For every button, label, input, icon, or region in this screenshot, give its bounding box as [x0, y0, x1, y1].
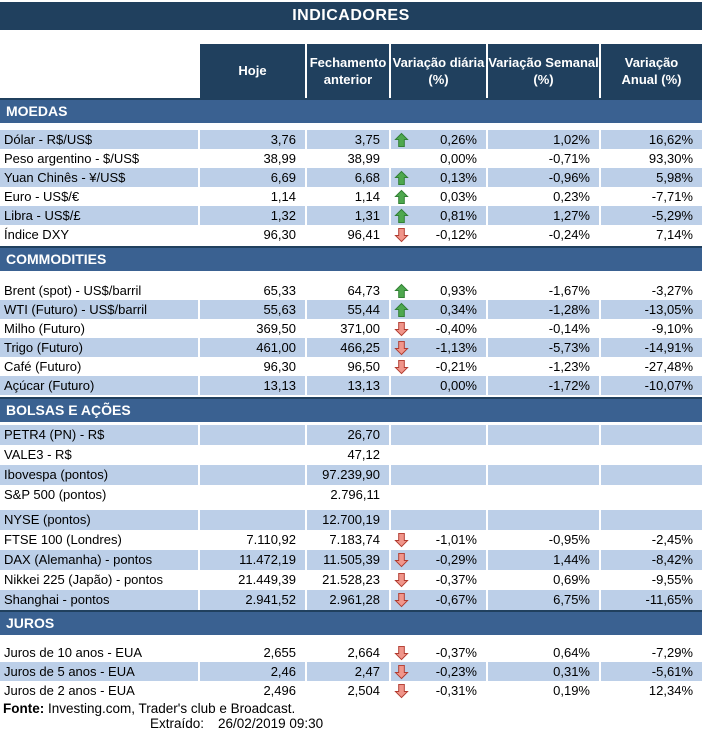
section-header: MOEDAS — [0, 98, 702, 123]
cell-variacao-anual: 16,62% — [601, 130, 702, 149]
cell-hoje: 65,33 — [263, 283, 296, 298]
cell-variacao-semanal: -0,14% — [548, 321, 590, 336]
cell-hoje: 6,69 — [200, 168, 307, 187]
cell-fechamento-anterior: 26,70 — [307, 425, 391, 445]
cell-variacao-diaria: -0,23% — [391, 662, 488, 681]
indicators-sheet — [0, 2, 702, 732]
cell-fechamento-anterior: 6,68 — [307, 168, 391, 187]
section-moedas — [0, 98, 702, 244]
cell-variacao-diaria: 0,93% — [391, 281, 488, 300]
cell-hoje: 13,13 — [200, 376, 307, 395]
cell-fechamento-anterior: 2.961,28 — [307, 590, 391, 610]
cell-label: WTI (Futuro) - US$/barril — [0, 300, 200, 319]
table-row — [0, 338, 702, 357]
column-header-label: anterior — [323, 72, 373, 87]
column-header-variacao-anual — [601, 44, 702, 98]
cell-variacao-semanal: -1,28% — [488, 300, 601, 319]
cell-label: Café (Futuro) — [4, 359, 82, 374]
column-header-label: Hoje — [238, 63, 267, 79]
cell-hoje: 96,30 — [263, 359, 296, 374]
cell-label: Índice DXY — [4, 227, 70, 242]
section-commodities — [0, 246, 702, 395]
cell-label: Milho (Futuro) — [4, 321, 85, 336]
up-arrow-icon — [394, 283, 409, 298]
column-header-variacao-diaria — [391, 44, 488, 98]
cell-label: Nikkei 225 (Japão) - pontos — [4, 572, 163, 587]
cell-fechamento-anterior: 96,41 — [347, 227, 380, 242]
cell-variacao-diaria: -0,31% — [391, 681, 488, 700]
cell-label: Shanghai - pontos — [0, 590, 200, 610]
header-spacer — [0, 44, 200, 98]
cell-label: Yuan Chinês - ¥/US$ — [0, 168, 200, 187]
cell-variacao-diaria: -0,12% — [391, 225, 488, 244]
cell-label: DAX (Alemanha) - pontos — [0, 550, 200, 570]
cell-variacao-anual: -14,91% — [601, 338, 702, 357]
up-arrow-icon — [394, 302, 409, 317]
column-header-label: Fechamento — [309, 54, 387, 70]
cell-label: Juros de 2 anos - EUA — [4, 683, 135, 698]
table-row — [0, 130, 702, 149]
cell-hoje: 38,99 — [263, 151, 296, 166]
cell-variacao-anual: -2,45% — [651, 532, 693, 547]
cell-variacao-anual: -11,65% — [601, 590, 702, 610]
table-row — [0, 465, 702, 485]
cell-variacao-anual: -9,55% — [651, 572, 693, 587]
down-arrow-icon — [394, 664, 409, 679]
up-arrow-icon — [394, 170, 409, 185]
cell-label: FTSE 100 (Londres) — [4, 532, 122, 547]
table-row — [0, 225, 702, 244]
section-rows — [0, 130, 702, 244]
cell-hoje — [200, 465, 307, 485]
cell-variacao-diaria: -0,29% — [391, 550, 488, 570]
table-row — [0, 376, 702, 395]
cell-fechamento-anterior: 2,504 — [347, 683, 380, 698]
cell-hoje: 21.449,39 — [238, 572, 296, 587]
column-header-hoje — [200, 44, 307, 98]
cell-variacao-semanal: -1,67% — [548, 283, 590, 298]
table-row — [0, 187, 702, 206]
down-arrow-icon — [394, 340, 409, 355]
cell-fechamento-anterior: 2.796,11 — [330, 487, 380, 502]
table-row — [0, 445, 702, 465]
cell-hoje: 369,50 — [256, 321, 296, 336]
table-row — [0, 300, 702, 319]
cell-variacao-anual: -13,05% — [601, 300, 702, 319]
cell-variacao-semanal — [488, 510, 601, 530]
cell-label: PETR4 (PN) - R$ — [0, 425, 200, 445]
cell-variacao-anual: -5,29% — [601, 206, 702, 225]
cell-variacao-semanal — [488, 445, 601, 465]
cell-variacao-semanal: -1,72% — [488, 376, 601, 395]
up-arrow-icon — [394, 208, 409, 223]
cell-variacao-anual — [601, 445, 702, 465]
cell-variacao-diaria: -0,21% — [391, 357, 488, 376]
down-arrow-icon — [394, 553, 409, 568]
table-row — [0, 570, 702, 590]
cell-hoje — [200, 485, 307, 505]
cell-variacao-semanal: -0,71% — [548, 151, 590, 166]
cell-label: Juros de 5 anos - EUA — [0, 662, 200, 681]
cell-fechamento-anterior: 3,75 — [307, 130, 391, 149]
table-row — [0, 510, 702, 530]
cell-hoje — [200, 445, 307, 465]
down-arrow-icon — [394, 683, 409, 698]
cell-variacao-diaria: 0,00% — [440, 151, 477, 166]
table-row — [0, 357, 702, 376]
cell-variacao-semanal: 0,64% — [553, 645, 590, 660]
cell-hoje: 96,30 — [263, 227, 296, 242]
cell-fechamento-anterior: 11.505,39 — [307, 550, 391, 570]
cell-fechamento-anterior: 38,99 — [347, 151, 380, 166]
cell-fechamento-anterior: 371,00 — [340, 321, 380, 336]
cell-fechamento-anterior: 97.239,90 — [307, 465, 391, 485]
section-bolsas-e-a-es — [0, 397, 702, 610]
cell-variacao-diaria — [391, 510, 488, 530]
cell-variacao-semanal — [488, 465, 601, 485]
column-header-row — [0, 44, 702, 98]
cell-label: Dólar - R$/US$ — [0, 130, 200, 149]
table-row — [0, 550, 702, 570]
cell-variacao-anual — [601, 465, 702, 485]
cell-variacao-anual: -27,48% — [644, 359, 693, 374]
cell-variacao-anual: -8,42% — [601, 550, 702, 570]
table-body — [0, 98, 702, 700]
cell-variacao-semanal: -5,73% — [488, 338, 601, 357]
cell-variacao-semanal: 0,69% — [553, 572, 590, 587]
column-header-fechamento-anterior — [307, 44, 391, 98]
section-rows — [0, 643, 702, 700]
footer — [0, 701, 702, 732]
cell-fechamento-anterior: 55,44 — [307, 300, 391, 319]
cell-variacao-semanal: 1,44% — [488, 550, 601, 570]
cell-fechamento-anterior: 12.700,19 — [307, 510, 391, 530]
section-header: JUROS — [0, 610, 702, 635]
cell-variacao-anual: 7,14% — [656, 227, 693, 242]
cell-variacao-anual: -5,61% — [601, 662, 702, 681]
cell-variacao-semanal — [488, 485, 601, 505]
cell-variacao-anual — [601, 485, 702, 505]
cell-fechamento-anterior: 21.528,23 — [322, 572, 380, 587]
cell-label: Juros de 10 anos - EUA — [4, 645, 143, 660]
down-arrow-icon — [394, 645, 409, 660]
down-arrow-icon — [394, 573, 409, 588]
cell-variacao-diaria — [391, 485, 488, 505]
section-rows — [0, 281, 702, 395]
cell-variacao-anual: -10,07% — [601, 376, 702, 395]
cell-label: Peso argentino - $/US$ — [4, 151, 140, 166]
cell-fechamento-anterior: 64,73 — [347, 283, 380, 298]
cell-hoje: 2,655 — [263, 645, 296, 660]
cell-hoje — [200, 425, 307, 445]
column-header-label: Variação Semanal — [488, 54, 599, 70]
cell-hoje: 7.110,92 — [246, 532, 296, 547]
extracted-timestamp: 26/02/2019 09:30 — [218, 716, 324, 731]
cell-variacao-anual: -7,29% — [651, 645, 693, 660]
cell-variacao-anual: -9,10% — [651, 321, 693, 336]
column-header-label: (%) — [428, 72, 449, 87]
table-row — [0, 168, 702, 187]
cell-fechamento-anterior: 7.183,74 — [329, 532, 380, 547]
extracted-label: Extraído: — [150, 716, 205, 731]
cell-hoje: 461,00 — [200, 338, 307, 357]
cell-fechamento-anterior: 47,12 — [347, 447, 380, 462]
cell-variacao-diaria — [391, 445, 488, 465]
cell-variacao-semanal: 1,27% — [488, 206, 601, 225]
table-row — [0, 643, 702, 662]
cell-variacao-semanal: 0,31% — [488, 662, 601, 681]
table-row — [0, 530, 702, 550]
cell-variacao-semanal: 0,19% — [553, 683, 590, 698]
section-rows — [0, 425, 702, 610]
table-row — [0, 425, 702, 445]
table-row — [0, 681, 702, 700]
cell-fechamento-anterior: 1,31 — [307, 206, 391, 225]
table-row — [0, 662, 702, 681]
cell-hoje — [200, 510, 307, 530]
cell-label: Açúcar (Futuro) — [0, 376, 200, 395]
cell-hoje: 2,46 — [200, 662, 307, 681]
cell-hoje: 55,63 — [200, 300, 307, 319]
up-arrow-icon — [394, 189, 409, 204]
column-header-label: (%) — [533, 72, 554, 87]
source-line — [0, 701, 702, 716]
cell-fechamento-anterior: 1,14 — [354, 189, 380, 204]
cell-hoje: 2,496 — [263, 683, 296, 698]
cell-fechamento-anterior: 2,47 — [307, 662, 391, 681]
column-header-label: Anual (%) — [621, 72, 682, 87]
cell-hoje: 2.941,52 — [200, 590, 307, 610]
cell-label: Euro - US$/€ — [4, 189, 80, 204]
up-arrow-icon — [394, 132, 409, 147]
cell-label: VALE3 - R$ — [4, 447, 72, 462]
source-text: Investing.com, Trader's club e Broadcast. — [44, 701, 296, 716]
cell-variacao-diaria: 0,13% — [391, 168, 488, 187]
table-row — [0, 485, 702, 505]
cell-variacao-diaria: 0,26% — [391, 130, 488, 149]
cell-variacao-anual: -7,71% — [651, 189, 693, 204]
cell-variacao-anual: -3,27% — [651, 283, 693, 298]
cell-label: Ibovespa (pontos) — [0, 465, 200, 485]
cell-variacao-semanal: 0,23% — [553, 189, 590, 204]
cell-variacao-semanal: -1,23% — [548, 359, 590, 374]
table-row — [0, 319, 702, 338]
cell-variacao-semanal: 6,75% — [488, 590, 601, 610]
cell-variacao-diaria: -0,37% — [391, 643, 488, 662]
cell-label: S&P 500 (pontos) — [4, 487, 107, 502]
section-juros — [0, 610, 702, 700]
cell-hoje: 3,76 — [200, 130, 307, 149]
cell-variacao-diaria: -0,67% — [391, 590, 488, 610]
cell-label: NYSE (pontos) — [0, 510, 200, 530]
cell-variacao-anual: 5,98% — [601, 168, 702, 187]
cell-hoje: 1,32 — [200, 206, 307, 225]
cell-variacao-diaria — [391, 425, 488, 445]
cell-variacao-semanal: -0,95% — [548, 532, 590, 547]
cell-variacao-semanal: -0,96% — [488, 168, 601, 187]
page-title: INDICADORES — [0, 2, 702, 30]
cell-variacao-anual — [601, 510, 702, 530]
cell-fechamento-anterior: 466,25 — [307, 338, 391, 357]
cell-variacao-diaria — [391, 465, 488, 485]
cell-fechamento-anterior: 96,50 — [347, 359, 380, 374]
cell-variacao-diaria: 0,03% — [391, 187, 488, 206]
cell-hoje: 11.472,19 — [200, 550, 307, 570]
cell-variacao-diaria: -0,37% — [391, 570, 488, 590]
cell-fechamento-anterior: 13,13 — [307, 376, 391, 395]
table-row — [0, 590, 702, 610]
cell-variacao-diaria: 0,00% — [391, 376, 488, 395]
table-row — [0, 149, 702, 168]
column-header-label: Variação — [624, 54, 679, 70]
section-header: BOLSAS E AÇÕES — [0, 397, 702, 422]
cell-variacao-anual: 12,34% — [648, 683, 693, 698]
cell-variacao-semanal — [488, 425, 601, 445]
down-arrow-icon — [394, 593, 409, 608]
cell-hoje: 1,14 — [270, 189, 296, 204]
down-arrow-icon — [394, 227, 409, 242]
cell-variacao-semanal: 1,02% — [488, 130, 601, 149]
extracted-line — [0, 716, 702, 732]
cell-variacao-diaria: 0,81% — [391, 206, 488, 225]
cell-variacao-semanal: -0,24% — [548, 227, 590, 242]
cell-variacao-anual: 93,30% — [648, 151, 693, 166]
cell-label: Trigo (Futuro) — [0, 338, 200, 357]
cell-variacao-diaria: -1,01% — [391, 530, 488, 550]
down-arrow-icon — [394, 533, 409, 548]
cell-variacao-anual — [601, 425, 702, 445]
cell-variacao-diaria: 0,34% — [391, 300, 488, 319]
cell-label: Libra - US$/£ — [0, 206, 200, 225]
cell-fechamento-anterior: 2,664 — [347, 645, 380, 660]
table-row — [0, 281, 702, 300]
down-arrow-icon — [394, 359, 409, 374]
cell-variacao-diaria: -1,13% — [391, 338, 488, 357]
section-header: COMMODITIES — [0, 246, 702, 271]
table-row — [0, 206, 702, 225]
down-arrow-icon — [394, 321, 409, 336]
column-header-variacao-semanal — [488, 44, 601, 98]
source-label: Fonte: — [3, 701, 45, 716]
cell-label: Brent (spot) - US$/barril — [4, 283, 142, 298]
cell-variacao-diaria: -0,40% — [391, 319, 488, 338]
column-header-label: Variação diária — [392, 54, 485, 70]
